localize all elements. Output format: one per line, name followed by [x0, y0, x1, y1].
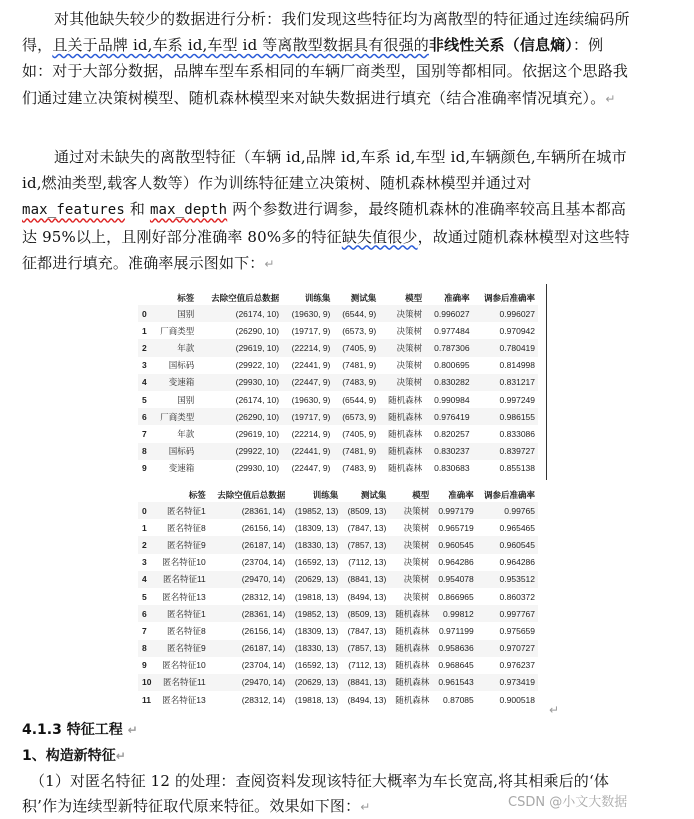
table-cell: (22214, 9): [282, 339, 333, 356]
table-cell: 0.800695: [434, 360, 470, 371]
table-cell: (29922, 10): [235, 360, 280, 371]
table-cell: (20629, 13): [288, 571, 341, 588]
column-header: 模型: [405, 292, 423, 303]
table-cell: (28361, 14): [209, 502, 288, 519]
table-cell: 0.975659: [499, 625, 535, 636]
table-cell: (8841, 13): [341, 674, 389, 691]
table-cell: (20629, 13): [288, 674, 341, 691]
table-cell: 1: [142, 522, 147, 533]
table-row: [138, 588, 538, 605]
table-cell: 0.997179: [432, 502, 476, 519]
table-cell: 9: [142, 660, 147, 671]
table-row: [138, 374, 538, 391]
table-cell: 决策树: [379, 374, 425, 391]
table-cell: 0.965719: [438, 522, 474, 533]
accuracy-table-2: [138, 487, 538, 708]
p2-text-g: ，故通过随机森林模型对这些特征都进行填充。准确率展示图如下：: [22, 227, 630, 272]
table-cell: (26156, 14): [241, 625, 286, 636]
section-heading-4-1-3: [22, 719, 138, 739]
table-cell: 0.976419: [425, 408, 473, 425]
column-header: 准确率: [444, 292, 470, 303]
table-cell: 0.830282: [425, 374, 473, 391]
p2-code-max-features: max_features: [22, 202, 125, 219]
table-cell: (8494, 13): [347, 591, 387, 602]
paragraph-mark: ↵: [115, 749, 126, 763]
column-header: 测试集: [360, 489, 387, 500]
column-header: [138, 290, 151, 305]
table-cell: 0.99812: [432, 605, 476, 622]
table-cell: 2: [138, 339, 151, 356]
table-row: [138, 691, 538, 708]
table-cell: 7: [142, 428, 147, 439]
table-cell: (22441, 9): [291, 360, 331, 371]
table-cell: (8509, 13): [341, 605, 389, 622]
table-cell: (7481, 9): [333, 443, 379, 460]
subsection-heading-text: 1、构造新特征: [22, 748, 116, 764]
table-cell: (7857, 13): [341, 640, 389, 657]
table-row: [138, 408, 538, 425]
table-row: [138, 391, 538, 408]
table-cell: (29930, 10): [235, 463, 280, 474]
table-cell: (19818, 13): [294, 694, 339, 705]
table-cell: 0.855138: [499, 463, 535, 474]
table-cell: 0.99765: [477, 502, 538, 519]
table-cell: 决策树: [389, 536, 432, 553]
table-cell: 0.954078: [432, 571, 476, 588]
table-1-header: [138, 290, 538, 305]
table-cell: 0.971199: [438, 625, 474, 636]
table-cell: 决策树: [379, 339, 425, 356]
table-cell: (18330, 13): [288, 640, 341, 657]
table-cell: 决策树: [403, 557, 430, 568]
table-cell: 年款: [177, 428, 195, 439]
table-cell: (18330, 13): [288, 536, 341, 553]
table-cell: 随机森林: [389, 674, 432, 691]
table-cell: 随机森林: [395, 660, 430, 671]
table-cell: 随机森林: [379, 408, 425, 425]
column-header: 标签: [177, 292, 195, 303]
table-cell: (29470, 14): [209, 571, 288, 588]
table-cell: 匿名特征8: [167, 522, 206, 533]
table-cell: 0: [138, 502, 156, 519]
paragraph-mark: ↵: [360, 800, 371, 814]
table-cell: 3: [142, 557, 147, 568]
table-cell: 0.830237: [425, 443, 473, 460]
table-cell: (7847, 13): [347, 625, 387, 636]
paragraph-mark: ↵: [127, 723, 138, 737]
table-cell: 匿名特征10: [162, 660, 206, 671]
table-row: [138, 657, 538, 674]
table-cell: (8509, 13): [341, 502, 389, 519]
table-row: [138, 357, 538, 374]
table-cell: (28361, 14): [209, 605, 288, 622]
paragraph-1: [22, 6, 632, 112]
table-cell: 9: [142, 463, 147, 474]
table-cell: 0.830683: [434, 463, 470, 474]
table-cell: 0.961543: [432, 674, 476, 691]
table-cell: 0.970942: [499, 325, 535, 336]
table-cell: (18309, 13): [294, 522, 339, 533]
table-cell: (7112, 13): [348, 557, 387, 568]
table-cell: (26290, 10): [197, 408, 282, 425]
table-cell: (22447, 9): [282, 374, 333, 391]
table-cell: (29930, 10): [197, 374, 282, 391]
subsection-heading: [22, 745, 126, 765]
table-cell: 决策树: [403, 591, 430, 602]
table-cell: 随机森林: [395, 625, 430, 636]
table-cell: 年款: [151, 339, 197, 356]
table-cell: 匿名特征11: [156, 674, 209, 691]
table-cell: 0.960545: [432, 536, 476, 553]
table-cell: 0.839727: [473, 443, 538, 460]
table-cell: 决策树: [389, 571, 432, 588]
p2-text-a: 通过对未缺失的离散型特征（车辆 id,品牌 id,车系 id,车型 id,车辆颜色,车辆所在城市 id,燃油类型,载客人数等）作为训练特征建立决策树、随机森林模型并通过对: [22, 148, 627, 193]
table-cell: 匿名特征1: [156, 502, 209, 519]
table-cell: 匿名特征9: [156, 536, 209, 553]
table-cell: 8: [138, 640, 156, 657]
table-cell: 匿名特征8: [167, 625, 206, 636]
column-header: 准确率: [448, 489, 474, 500]
table-cell: 匿名特征10: [162, 557, 206, 568]
accuracy-table-1: [138, 290, 538, 477]
table-cell: 0.996027: [425, 305, 473, 322]
table-cell: (29470, 14): [209, 674, 288, 691]
table-row: [138, 640, 538, 657]
table-cell: (8494, 13): [347, 694, 387, 705]
table-cell: (26290, 10): [235, 325, 280, 336]
table-cell: (19717, 9): [291, 325, 331, 336]
column-header: [138, 487, 156, 502]
table-cell: (28312, 14): [241, 694, 286, 705]
page-top: [0, 0, 694, 1]
table-row: [138, 322, 538, 339]
table-cell: (16592, 13): [294, 557, 339, 568]
table-cell: 国标码: [168, 360, 195, 371]
table-1-border-line: [546, 284, 547, 480]
table-cell: 0.973419: [477, 674, 538, 691]
table-cell: (6573, 9): [342, 325, 377, 336]
table-cell: (19630, 9): [282, 305, 333, 322]
table-cell: 0.970727: [477, 640, 538, 657]
table-cell: 随机森林: [395, 694, 430, 705]
table-cell: 0.814998: [499, 360, 535, 371]
table-cell: 0.986155: [473, 408, 538, 425]
p2-code-max-depth: max_depth: [149, 202, 228, 219]
table-cell: 6: [138, 408, 151, 425]
table-cell: (19630, 9): [291, 394, 331, 405]
table-cell: (23704, 14): [241, 660, 286, 671]
table-2-header: [138, 487, 538, 502]
table-cell: 0.977484: [434, 325, 470, 336]
table-cell: (7857, 13): [341, 536, 389, 553]
table-cell: (8841, 13): [341, 571, 389, 588]
table-row: [138, 536, 538, 553]
table-cell: 厂商类型: [151, 408, 197, 425]
table-cell: 0.958636: [432, 640, 476, 657]
table-cell: 0.787306: [425, 339, 473, 356]
paragraph-mark: ↵: [264, 256, 275, 271]
table-cell: (29922, 10): [197, 443, 282, 460]
table-cell: 决策树: [379, 305, 425, 322]
table-cell: 决策树: [403, 522, 430, 533]
table-cell: (6544, 9): [342, 394, 377, 405]
column-header: 标签: [188, 489, 206, 500]
table-cell: (7481, 9): [342, 360, 377, 371]
table-cell: 4: [138, 571, 156, 588]
table-cell: 5: [142, 591, 147, 602]
table-cell: 0.997249: [499, 394, 535, 405]
table-cell: 匿名特征9: [156, 640, 209, 657]
table-cell: 3: [142, 360, 147, 371]
table-cell: (26187, 14): [209, 640, 288, 657]
table-cell: (19852, 13): [288, 502, 341, 519]
table-cell: 5: [142, 394, 147, 405]
table-cell: 匿名特征13: [162, 694, 206, 705]
table-cell: (6573, 9): [333, 408, 379, 425]
table-cell: (7483, 9): [333, 374, 379, 391]
table-cell: 0.87085: [443, 694, 474, 705]
table-row: [138, 605, 538, 622]
table-cell: (7483, 9): [342, 463, 377, 474]
table-cell: (28312, 14): [241, 591, 286, 602]
table-cell: 随机森林: [388, 428, 423, 439]
table-cell: 0.831217: [473, 374, 538, 391]
table-cell: 0.780419: [473, 339, 538, 356]
table-cell: 匿名特征1: [156, 605, 209, 622]
table-cell: (16592, 13): [294, 660, 339, 671]
section-heading-text: 4.1.3 特征工程: [22, 722, 123, 738]
table-cell: 2: [138, 536, 156, 553]
table-row: [138, 519, 538, 536]
table-row: [138, 460, 538, 477]
table-cell: 随机森林: [388, 394, 423, 405]
table-cell: 0.990984: [434, 394, 470, 405]
table-cell: 国标码: [151, 443, 197, 460]
table-2-body: [138, 502, 538, 708]
table-cell: 变速箱: [168, 463, 195, 474]
table-row: [138, 571, 538, 588]
table-cell: 决策树: [389, 502, 432, 519]
table-cell: 6: [138, 605, 156, 622]
table-cell: 国别: [177, 394, 195, 405]
table-cell: (19852, 13): [288, 605, 341, 622]
table-cell: 0.953512: [477, 571, 538, 588]
table-cell: 8: [138, 443, 151, 460]
table-cell: (26174, 10): [235, 394, 280, 405]
table-cell: 匿名特征11: [156, 571, 209, 588]
table-cell: (26156, 14): [241, 522, 286, 533]
p2-text-f: 缺失值很少: [341, 227, 418, 246]
table-cell: (7112, 13): [348, 660, 387, 671]
table-cell: 0.968645: [438, 660, 474, 671]
column-header: 测试集: [350, 292, 377, 303]
table-cell: 变速箱: [151, 374, 197, 391]
paragraph-mark: ↵: [549, 703, 560, 717]
column-header: 调参后准确率: [483, 489, 535, 500]
table-cell: (19818, 13): [294, 591, 339, 602]
table-row: [138, 674, 538, 691]
p1-text-d: ：例如：对于大部分数据，品牌车型车系相同的车辆厂商类型，国别等都相同。依据这个思路我们通过建立决策树模型、随机森林模型来对缺失数据进行填充（结合准确率情况填充）。: [22, 36, 629, 107]
table-cell: 厂商类型: [160, 325, 195, 336]
table-cell: 0.964286: [499, 557, 535, 568]
table-cell: 0.833086: [499, 428, 535, 439]
table-cell: 0.997767: [477, 605, 538, 622]
table-cell: 随机森林: [388, 463, 423, 474]
p1-bold-text: 非线性关系（信息熵）: [428, 36, 573, 55]
table-row: [138, 443, 538, 460]
table-cell: 0.860372: [499, 591, 535, 602]
table-cell: (26187, 14): [209, 536, 288, 553]
table-cell: 匿名特征13: [162, 591, 206, 602]
table-cell: 0.820257: [434, 428, 470, 439]
table-cell: 11: [142, 694, 151, 705]
column-header: 去除空值后总数据: [217, 489, 286, 500]
table-row: [138, 502, 538, 519]
table-cell: 0.866965: [438, 591, 474, 602]
table-cell: 0.976237: [499, 660, 535, 671]
table-cell: 决策树: [396, 360, 423, 371]
table-row: [138, 554, 538, 571]
table-cell: 随机森林: [379, 443, 425, 460]
table-cell: (7847, 13): [347, 522, 387, 533]
table-cell: 7: [142, 625, 147, 636]
csdn-watermark: CSDN @小文大数据: [508, 795, 628, 810]
table-cell: 随机森林: [389, 605, 432, 622]
p2-text-e: 两个参数进行调参，最终随机森林的准确率较高且基本都高达 95%以上，且刚好部分准确率 80%多的特征: [22, 200, 626, 246]
table-cell: 0: [138, 305, 151, 322]
table-cell: 0.996027: [473, 305, 538, 322]
table-cell: 随机森林: [389, 640, 432, 657]
table-cell: 0.900518: [499, 694, 535, 705]
table-cell: (22214, 9): [291, 428, 331, 439]
table-cell: (22447, 9): [291, 463, 331, 474]
column-header: 训练集: [304, 292, 331, 303]
table-cell: (7405, 9): [342, 428, 377, 439]
table-row: [138, 339, 538, 356]
table-cell: 国别: [151, 305, 197, 322]
table-1-body: [138, 305, 538, 477]
p2-text-c: 和: [124, 200, 150, 219]
table-cell: 0.964286: [438, 557, 474, 568]
column-header: 去除空值后总数据: [211, 292, 280, 303]
column-header: 模型: [412, 489, 430, 500]
table-cell: (22441, 9): [282, 443, 333, 460]
table-cell: (29619, 10): [197, 339, 282, 356]
table-cell: 0.965465: [499, 522, 535, 533]
p3-text: （1）对匿名特征 12 的处理：查阅资料发现该特征大概率为车长宽高,将其相乘后的‘体积’作为连续型新特征取代原来特征。效果如下图：: [22, 772, 610, 815]
table-cell: (19717, 9): [282, 408, 333, 425]
table-row: [138, 305, 538, 322]
p1-text-a: 对其他缺失较少的数据进行分析：我们发现这些特征均为离散型的特征通过连续编码所得，: [22, 10, 630, 55]
table-row: [138, 622, 538, 639]
table-cell: (18309, 13): [294, 625, 339, 636]
table-cell: 0.960545: [477, 536, 538, 553]
table-cell: (7405, 9): [333, 339, 379, 356]
paragraph-mark: ↵: [605, 91, 616, 106]
table-cell: 1: [142, 325, 147, 336]
table-cell: (23704, 14): [241, 557, 286, 568]
table-cell: 10: [138, 674, 156, 691]
table-cell: (29619, 10): [235, 428, 280, 439]
paragraph-2: [22, 144, 632, 277]
column-header: 调参后准确率: [483, 292, 535, 303]
table-cell: (26174, 10): [197, 305, 282, 322]
column-header: 训练集: [312, 489, 339, 500]
p1-text-b: 且关于品牌 id,车系 id,车型 id 等离散型数据具有很强的: [52, 36, 429, 55]
table-cell: 4: [138, 374, 151, 391]
table-cell: 决策树: [396, 325, 423, 336]
table-cell: (6544, 9): [333, 305, 379, 322]
table-row: [138, 425, 538, 442]
